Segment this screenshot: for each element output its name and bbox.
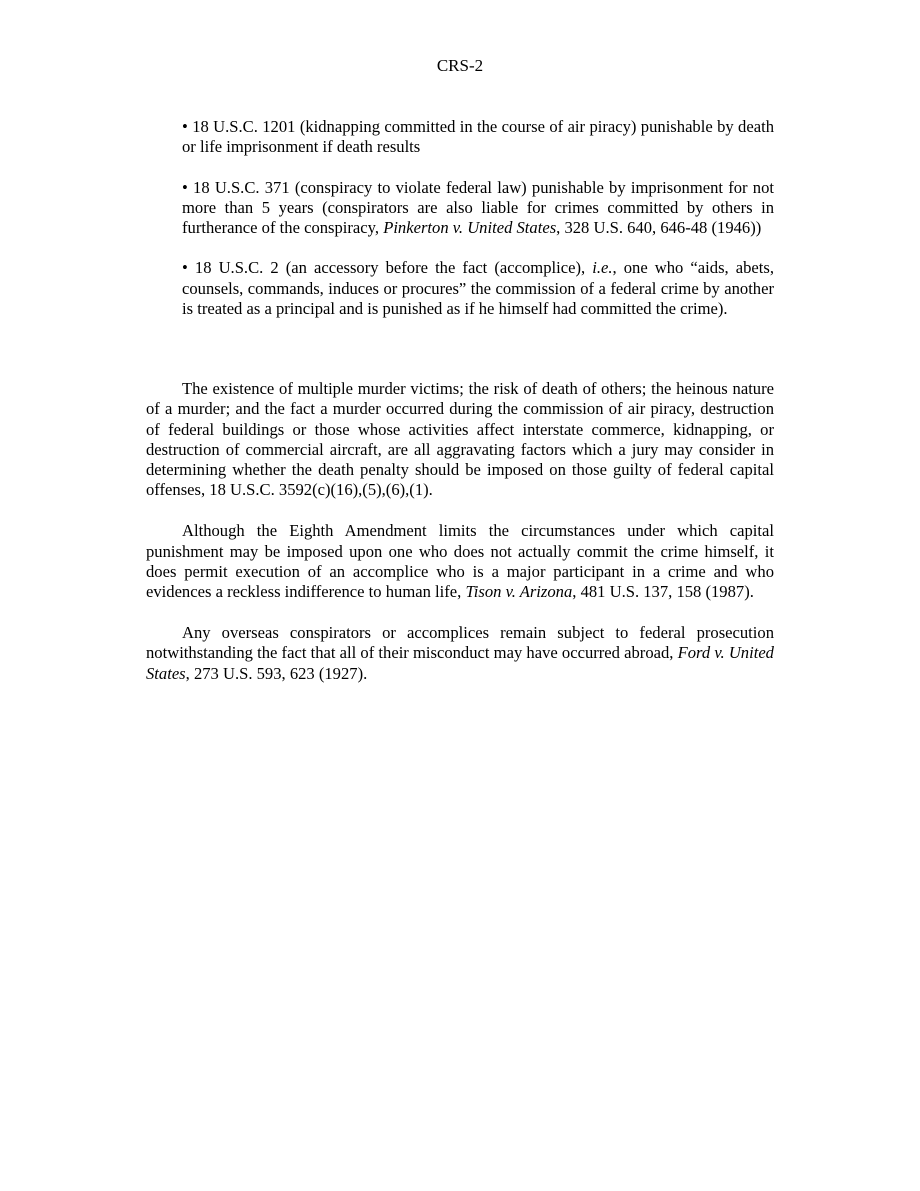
case-citation: Ford v. United States xyxy=(146,643,774,683)
paragraph-text: , 481 U.S. 137, 158 (1987). xyxy=(572,582,754,602)
bullet-text: , 328 U.S. 640, 646-48 (1946)) xyxy=(556,218,762,238)
paragraph-text: Although the Eighth Amendment limits the circumstances under which capital punishment may be imposed upon one who does not actually commit the crime himself, it does permit execution of an accomplice who is a major participant in a crime and who evidences a reckless indifference to human life, xyxy=(146,521,774,602)
paragraph-text: The existence of multiple murder victims; the risk of death of others; the heinous nature of a murder; and the fact a murder occurred during the commission of air piracy, destruction of federal buildings or those whose activities affect interstate commerce, kidnapping, or destruction of commercial aircraft, are all aggravating factors which a jury may consider in determining whether the death penalty should be imposed on those guilty of federal capital offenses, 18 U.S.C. 3592(c)(16),(5),(6),(1). xyxy=(146,379,774,500)
paragraph-overseas-conspirators xyxy=(146,623,774,684)
paragraph-aggravating-factors xyxy=(146,379,774,501)
body-text xyxy=(146,379,774,704)
bullet-item-kidnapping xyxy=(182,117,774,158)
paragraph-text: , 273 U.S. 593, 623 (1927). xyxy=(185,663,368,683)
paragraph-eighth-amendment xyxy=(146,521,774,602)
latin-abbreviation: i.e. xyxy=(592,258,613,278)
bullet-text: , one who “aids, abets, counsels, commands, induces or procures” the commission of a federal crime by another is treated as a principal and is punished as if he himself had committed the crime). xyxy=(182,258,775,319)
bullet-text: • 18 U.S.C. 371 (conspiracy to violate federal law) punishable by imprisonment for not more than 5 years (conspirators are also liable for crimes committed by others in furtherance of the conspiracy, xyxy=(182,177,774,238)
bullet-item-conspiracy xyxy=(182,178,774,239)
bullet-text: • 18 U.S.C. 2 (an accessory before the fact (accomplice), xyxy=(182,258,593,278)
paragraph-text: Any overseas conspirators or accomplices remain subject to federal prosecution notwithstanding the fact that all of their misconduct may have occurred abroad, xyxy=(146,622,774,663)
bullet-item-accessory xyxy=(182,258,774,319)
bullet-text: • 18 U.S.C. 1201 (kidnapping committed in the course of air piracy) punishable by death or life imprisonment if death results xyxy=(182,117,774,157)
page-number-header: CRS-2 xyxy=(436,56,484,75)
case-citation: Pinkerton v. United States xyxy=(383,218,557,238)
case-citation: Tison v. Arizona xyxy=(465,582,573,602)
statute-bullet-list xyxy=(182,117,774,339)
